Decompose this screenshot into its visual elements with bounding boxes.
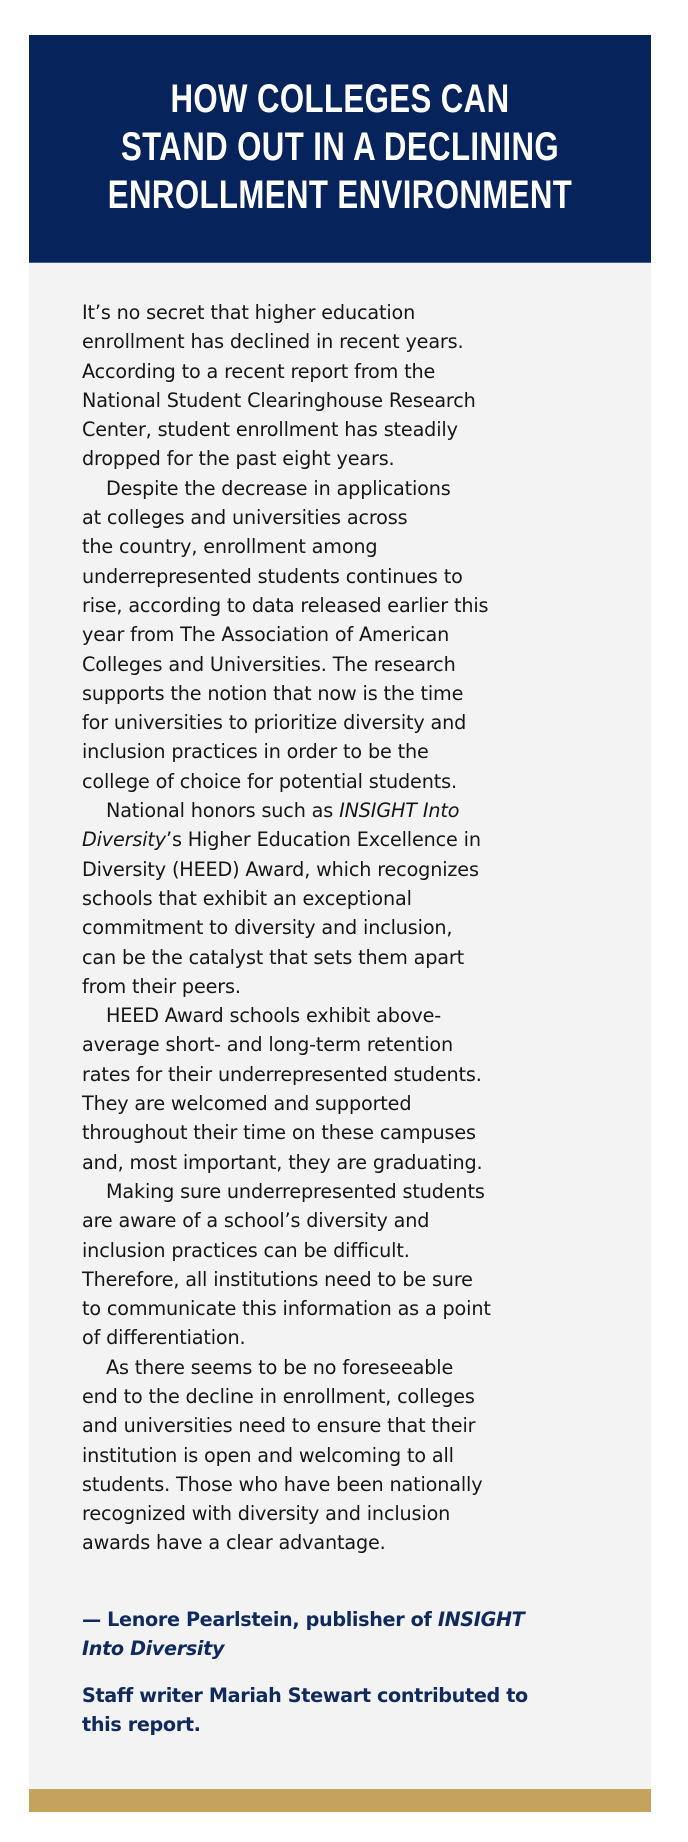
text-line (82, 1605, 642, 1634)
text-run: ’s Higher Education Excellence in (166, 828, 481, 852)
text-line: According to a recent report from the (82, 359, 436, 383)
text-line: are aware of a school’s diversity and (82, 1209, 430, 1233)
text-line: at colleges and universities across (82, 506, 408, 530)
text-line (82, 825, 642, 854)
gold-accent-bar (29, 1789, 651, 1812)
text-line: As there seems to be no foreseeable (106, 1355, 454, 1379)
text-line: rise, according to data released earlier this (82, 593, 489, 617)
article-card (29, 35, 651, 1812)
text-line: and, most important, they are graduating. (82, 1150, 483, 1174)
paragraph-5 (82, 1177, 642, 1353)
text-line: college of choice for potential students. (82, 769, 457, 793)
paragraph-3 (82, 796, 642, 1001)
text-line: supports the notion that now is the time (82, 681, 464, 705)
text-line: Making sure underrepresented students (106, 1179, 485, 1203)
text-line (82, 796, 642, 825)
text-line: students. Those who have been nationally (82, 1472, 483, 1496)
text-line: Colleges and Universities. The research (82, 652, 456, 676)
text-line: for universities to prioritize diversity and (82, 711, 467, 735)
text-line: Center, student enrollment has steadily (82, 418, 458, 442)
text-line: year from The Association of American (82, 623, 450, 647)
text-line: the country, enrollment among (82, 535, 378, 559)
text-line: recognized with diversity and inclusion (82, 1502, 451, 1526)
text-line: It’s no secret that higher education (82, 301, 416, 324)
text-line: average short- and long-term retention (82, 1033, 453, 1057)
paragraph-4 (82, 1001, 642, 1177)
text-line: throughout their time on these campuses (82, 1121, 476, 1145)
text-line: can be the catalyst that sets them apart (82, 945, 465, 969)
publication-name: Diversity (82, 828, 167, 852)
article-body (82, 298, 642, 1558)
text-line (82, 1634, 642, 1663)
text-line: to communicate this information as a point (82, 1297, 491, 1321)
text-line: rates for their underrepresented students. (82, 1062, 482, 1086)
staff-credit (82, 1681, 642, 1740)
paragraph-6 (82, 1353, 642, 1558)
publication-name: INSIGHT Into (339, 799, 460, 823)
text-line: dropped for the past eight years. (82, 447, 395, 471)
byline (82, 1605, 642, 1664)
text-line: Despite the decrease in applications (106, 476, 451, 500)
text-run: — Lenore Pearlstein, publisher of (82, 1608, 438, 1631)
title-line: HOW COLLEGES CAN (170, 77, 510, 121)
page-title (97, 75, 582, 219)
text-line: schools that exhibit an exceptional (82, 886, 412, 910)
credits (82, 1605, 642, 1739)
text-run: National honors such as (106, 799, 340, 823)
text-line: institution is open and welcoming to all (82, 1443, 454, 1467)
text-line: awards have a clear advantage. (82, 1531, 386, 1555)
text-line: underrepresented students continues to (82, 564, 463, 588)
text-line: this report. (82, 1712, 201, 1736)
paragraph-1 (82, 298, 642, 474)
text-line: inclusion practices in order to be the (82, 740, 429, 764)
text-line: HEED Award schools exhibit above- (106, 1004, 442, 1028)
text-line: Diversity (HEED) Award, which recognizes (82, 857, 479, 881)
publication-name: Into Diversity (82, 1637, 225, 1661)
title-line: STAND OUT IN A DECLINING (120, 125, 560, 169)
text-line: Therefore, all institutions need to be sure (82, 1267, 473, 1291)
text-line: inclusion practices can be difficult. (82, 1238, 410, 1262)
text-line: Staff writer Mariah Stewart contributed to (82, 1683, 528, 1707)
paragraph-2 (82, 474, 642, 796)
text-line: and universities need to ensure that their (82, 1414, 476, 1438)
text-line: of differentiation. (82, 1326, 246, 1350)
text-line: from their peers. (82, 974, 241, 998)
publication-name: INSIGHT (437, 1608, 525, 1631)
title-line: ENROLLMENT ENVIRONMENT (107, 173, 573, 217)
text-line: They are welcomed and supported (82, 1092, 412, 1116)
text-line: end to the decline in enrollment, colleges (82, 1384, 475, 1408)
spacer (82, 1664, 642, 1681)
text-line: commitment to diversity and inclusion, (82, 916, 453, 940)
text-line: National Student Clearinghouse Research (82, 388, 476, 412)
text-line: enrollment has declined in recent years. (82, 330, 464, 354)
title-banner (29, 35, 651, 263)
